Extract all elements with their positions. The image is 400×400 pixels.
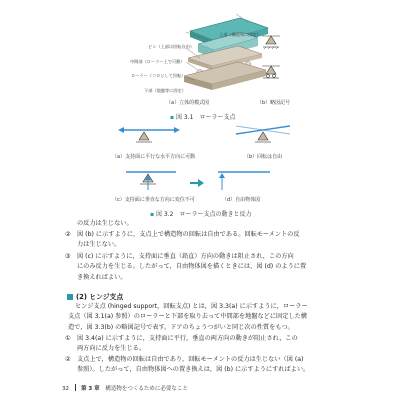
callout-pin: ピン（上部は回転自由） xyxy=(148,44,195,49)
hinge-item-1-line-2: 両方向に反力を生じる。 xyxy=(77,345,146,353)
figure-3-2-sub-b: （b）回転は自由 xyxy=(244,154,283,160)
figure-3-1-caption: ▪ 図 3.1 ローラー支点 xyxy=(170,114,236,121)
caption-text: ローラー支点の動きと反力 xyxy=(179,211,252,218)
diagram-d xyxy=(218,172,270,190)
hinge-item-1-line-1: 図 3.4(a) に示すように，支持面に平行，垂直の両方向の動きが阻止され，この xyxy=(77,335,298,342)
chapter-label: 第 3 章 xyxy=(81,386,100,392)
diagram-a xyxy=(118,127,180,142)
figure-3-1-sub-b: （b）略図記号 xyxy=(257,100,291,106)
transform-arrow xyxy=(190,179,204,187)
figure-3-2-drawing xyxy=(0,120,400,220)
hinge-item-2-marker: ② xyxy=(65,356,71,363)
figure-3-2-caption: ▪ 図 3.2 ローラー支点の動きと反力 xyxy=(150,211,252,218)
diagram-b xyxy=(236,126,290,142)
item-3-line-2: にのみ反力を生じる。したがって，自由物体図を描くときには，図 (d) のように置 xyxy=(77,263,307,271)
hinge-item-2-line-2: 参照）。したがって，自由物体図への置き換えは，図 (b) に示すようにすればよい。 xyxy=(77,366,310,374)
figure-3-2-sub-d: （d）自由物体図 xyxy=(222,197,261,203)
item-3-marker: ③ xyxy=(65,253,71,260)
paragraph-1-line-3: 造で，図 3.3(b) の略図記号で表す。ドアのちょうつがいと同じ次の性質をもつ。 xyxy=(68,323,294,331)
item-3-line-3: き換えればよい。 xyxy=(77,273,127,281)
page-number: 32 xyxy=(62,386,69,392)
item-2-line-2: 力は生じない。 xyxy=(77,241,121,249)
item-3-line-1: 図 (c) に示すように，支持面に垂直（鉛直）方向の動きは阻止され，この方向 xyxy=(77,253,294,260)
section-title: (2) ヒンジ支点 xyxy=(76,293,124,301)
paragraph-1-line-2: 支点（図 3.1(a) 参照）のローラーと下部を取り去って中間部を地盤などに固定した構 xyxy=(68,313,307,321)
chapter-title: 構造物をつくるために必要なこと xyxy=(105,386,188,392)
hinge-item-1-marker: ① xyxy=(65,335,71,342)
figure-3-2-sub-a: （a）支持面に平行な水平方向に可動 xyxy=(112,154,196,160)
figure-3-1-drawing xyxy=(150,6,400,106)
roller-symbol-1 xyxy=(262,36,280,49)
section-marker-icon xyxy=(67,294,73,300)
callout-upper: 上部（構造物に固定） xyxy=(219,32,261,37)
caption-number: 図 3.2 xyxy=(156,211,174,218)
caption-text: ローラー支点 xyxy=(199,114,236,121)
hinge-item-2-line-1: 支点上で，構造物の回転は自由であり，回転モーメントの反力は生じない（図 (a) xyxy=(77,356,304,363)
callout-roller: ローラー（コロとして回転） xyxy=(131,73,186,78)
paragraph-1-line-1: ヒンジ支点 (hinged support，回転支点) とは，図 3.3(a) に示すように，ローラー xyxy=(75,303,308,310)
hinge-item-1-text xyxy=(77,334,382,355)
item-2-text xyxy=(77,230,377,251)
callout-lower: 下部（地盤等に固定） xyxy=(144,88,186,93)
hinge-item-2-text xyxy=(77,355,382,376)
paragraph-1 xyxy=(68,302,388,333)
caption-number: 図 3.1 xyxy=(176,114,194,121)
item-2-line-1: 図 (b) に示すように，支点上で構造物の回転は自由である。回転モーメントの反 xyxy=(77,231,300,238)
item-3-text xyxy=(77,252,377,283)
body-top-line: の反力は生じない。 xyxy=(77,220,133,227)
section-heading xyxy=(67,291,123,301)
item-2-marker: ② xyxy=(65,231,71,238)
figure-3-1-sub-a: （a）立体的模式図 xyxy=(166,100,210,106)
figure-3-2-sub-c: （c）支持面に垂直な方向に変位不可 xyxy=(112,197,195,203)
callout-middle: 中間部（ローラー上で可動） xyxy=(130,59,185,64)
page-footer xyxy=(62,384,188,392)
diagram-c xyxy=(126,172,176,190)
